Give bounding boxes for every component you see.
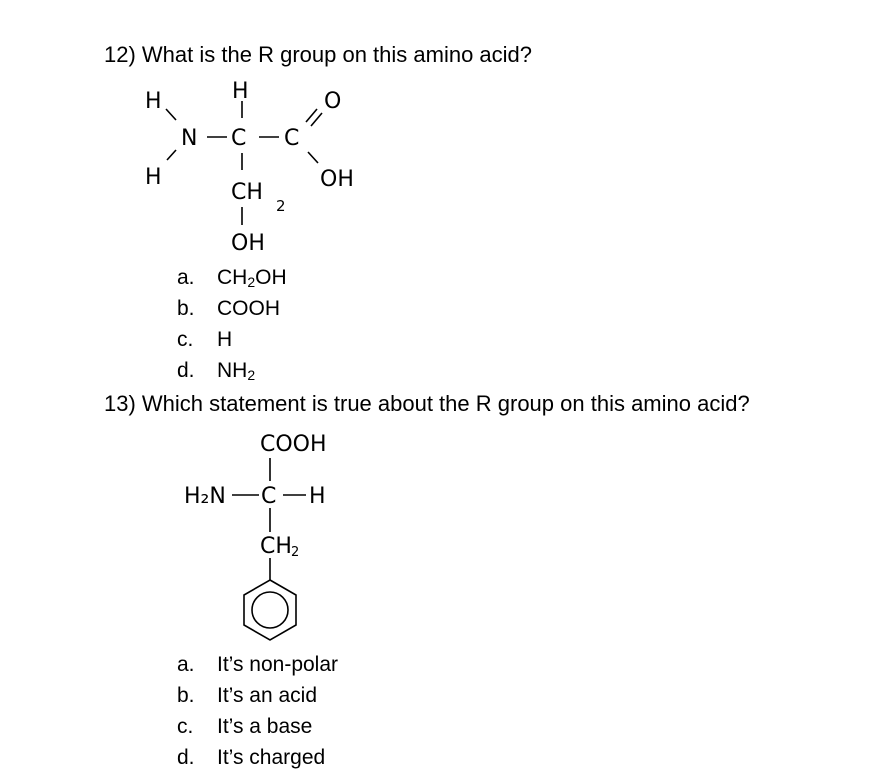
choice-text: It’s an acid <box>217 684 318 707</box>
choice-text-tail: OH <box>255 266 287 289</box>
group-ch: CH <box>231 180 263 205</box>
choice-letter: b. <box>177 297 195 320</box>
group-side-oh: OH <box>231 231 265 256</box>
question-text: Which statement is true about the R group on this amino acid? <box>141 391 750 416</box>
choice-subscript: 2 <box>247 367 256 383</box>
group-cooh: COOH <box>260 432 327 457</box>
choice-subscript: 2 <box>247 274 256 290</box>
group-oh: OH <box>320 167 354 192</box>
choice-13d[interactable] <box>177 746 325 770</box>
question-13 <box>104 391 750 417</box>
choice-letter: c. <box>177 715 194 738</box>
group-ch-subscript: 2 <box>276 197 286 215</box>
group-ch-subscript: 2 <box>291 545 300 560</box>
atom-h-left-1: H <box>145 89 162 114</box>
choice-13c[interactable] <box>177 715 312 739</box>
question-text: What is the R group on this amino acid? <box>141 42 533 67</box>
question-number: 12) <box>104 42 136 67</box>
atom-n: N <box>181 126 198 151</box>
choice-letter: a. <box>177 653 195 676</box>
choice-text: H <box>217 328 233 351</box>
group-h2n: H₂N <box>184 484 226 509</box>
choice-12a[interactable] <box>177 266 287 290</box>
choice-letter: a. <box>177 266 195 289</box>
atom-c-alpha: C <box>261 484 277 509</box>
choice-12b[interactable] <box>177 297 280 321</box>
choice-text: It’s non-polar <box>217 653 339 676</box>
atom-h: H <box>309 484 326 509</box>
choice-letter: d. <box>177 359 195 382</box>
choice-text: It’s charged <box>217 746 326 769</box>
group-ch: CH <box>260 534 292 559</box>
atom-c-carboxyl: C <box>284 126 300 151</box>
choice-text: NH <box>217 359 248 382</box>
choice-12d[interactable] <box>177 359 255 383</box>
choice-12c[interactable] <box>177 328 232 352</box>
choice-text: COOH <box>217 297 280 320</box>
atom-h-top: H <box>232 79 249 104</box>
atom-c-alpha: C <box>231 126 247 151</box>
choice-letter: d. <box>177 746 195 769</box>
choice-13a[interactable] <box>177 653 338 677</box>
choice-letter: b. <box>177 684 195 707</box>
choice-text: CH <box>217 266 248 289</box>
choice-letter: c. <box>177 328 194 351</box>
atom-h-left-2: H <box>145 165 162 190</box>
atom-o: O <box>324 89 342 114</box>
choice-13b[interactable] <box>177 684 317 708</box>
question-number: 13) <box>104 391 136 416</box>
choice-text: It’s a base <box>217 715 313 738</box>
